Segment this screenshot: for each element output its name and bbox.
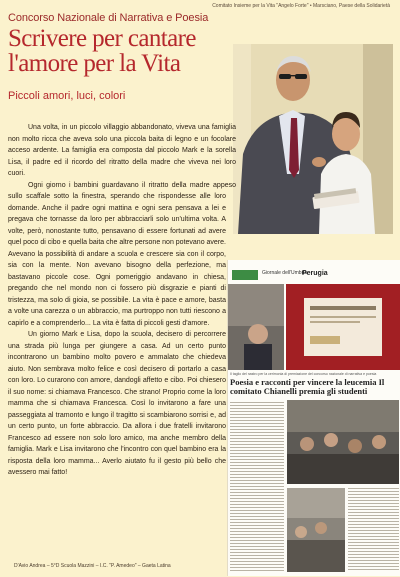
article-kicker: Concorso Nazionale di Narrativa e Poesia — [8, 12, 209, 24]
article-body — [8, 122, 393, 566]
article-paragraph: Un giorno Mark e Lisa, dopo la scuola, decisero di percorrere una strada più lunga per giungere a casa. Ad un certo punto incontrarono un bambino molto povero e ammalato che chiedeva aiuto. Non sembrava molto felice e così decisero di portarlo a casa con loro. Lo curarono con amore, dandogli affetto e cibo. Poi chiesero il suo nome: si chiamava Francesco. Che strano! Proprio come la loro mamma che si chiamava Francesca. Così lo invitarono a fare una passeggiata al tramonto e lungo il tragitto si scambiarono sorrisi e, ad un certo punto, un forte abbraccio. Da allora i due fratelli invitarono Francesco ad essere non solo loro amico, ma anche membro della famiglia. Mark e Lisa invitarono che l'incontro con quel bambino era la risposta della loro mamma... Averlo aiutato fu il gesto più bello che avessero mai fatto! — [8, 331, 226, 476]
article-paragraph: Una volta, in un piccolo villaggio abbandonato, viveva una famiglia non molto ricca che aveva solo una piccola baita di legno e un focolare acceso ardente. La famiglia era composta dal piccolo Mark e la sorella Lisa, il padre ed il ricordo del ritratto della madre che viveva nei loro cuori. — [8, 124, 236, 177]
photo-wrap-space — [242, 44, 400, 189]
clipping-title: Poesia e racconti per vincere la leucemia Il comitato Chianelli premia gli studenti — [230, 377, 385, 396]
newspaper-logo-text: Giornale dell'Umbria — [262, 270, 308, 276]
article-paragraph: Ogni giorno i bambini guardavano il ritratto della madre appeso sullo scaffale sotto la finestra, sperando che rispondesse alle loro domande. Anche il padre ogni mattina e ogni sera pensava a lei e pregava che tornasse da loro per abbracciarli solo un'ultima volta. A volte, però, nonostante tutto, pensavano di essere fortunati ad avere quel poco di cibo e quella baita che altre persone non potevano avere. Avevano la possibilità di andare a scuola e crescere sia con il corpo, sia con la mente. Non avevano bisogno della perfezione, ma bastavano piccole cose. Ogni pomeriggio andavano in chiesa, pregando che nel mondo non ci fossero più disgrazie e pianti di tristezza, ma solo di gioia, se possibile. La vita è pace e amore, basta a volte una carezza o un abbraccio, ma purtroppo non tutti riescono a capirlo e a comprenderlo... La vita è fatta di piccoli gesti d'amore. — [8, 181, 236, 327]
clipping-city: Perugia — [302, 270, 328, 277]
article-byline: D'Avio Andrea – 5°D Scuola Mazzini – I.C. "P. Amedeo" – Gaeta Latina — [14, 563, 171, 569]
article-subhead: Piccoli amori, luci, colori — [8, 90, 126, 102]
running-head: Comitato Insieme per la Vita "Angelo Forte" • Marsciano, Paese della Solidarietà — [212, 3, 390, 9]
clipping-wrap-space — [232, 197, 400, 513]
clipping-caption: Il taglio del nastro per la cerimonia di premiazione del concorso nazionale di narrativa e poesia — [230, 372, 377, 376]
article-headline: Scrivere per cantare l'amore per la Vita — [8, 25, 196, 77]
